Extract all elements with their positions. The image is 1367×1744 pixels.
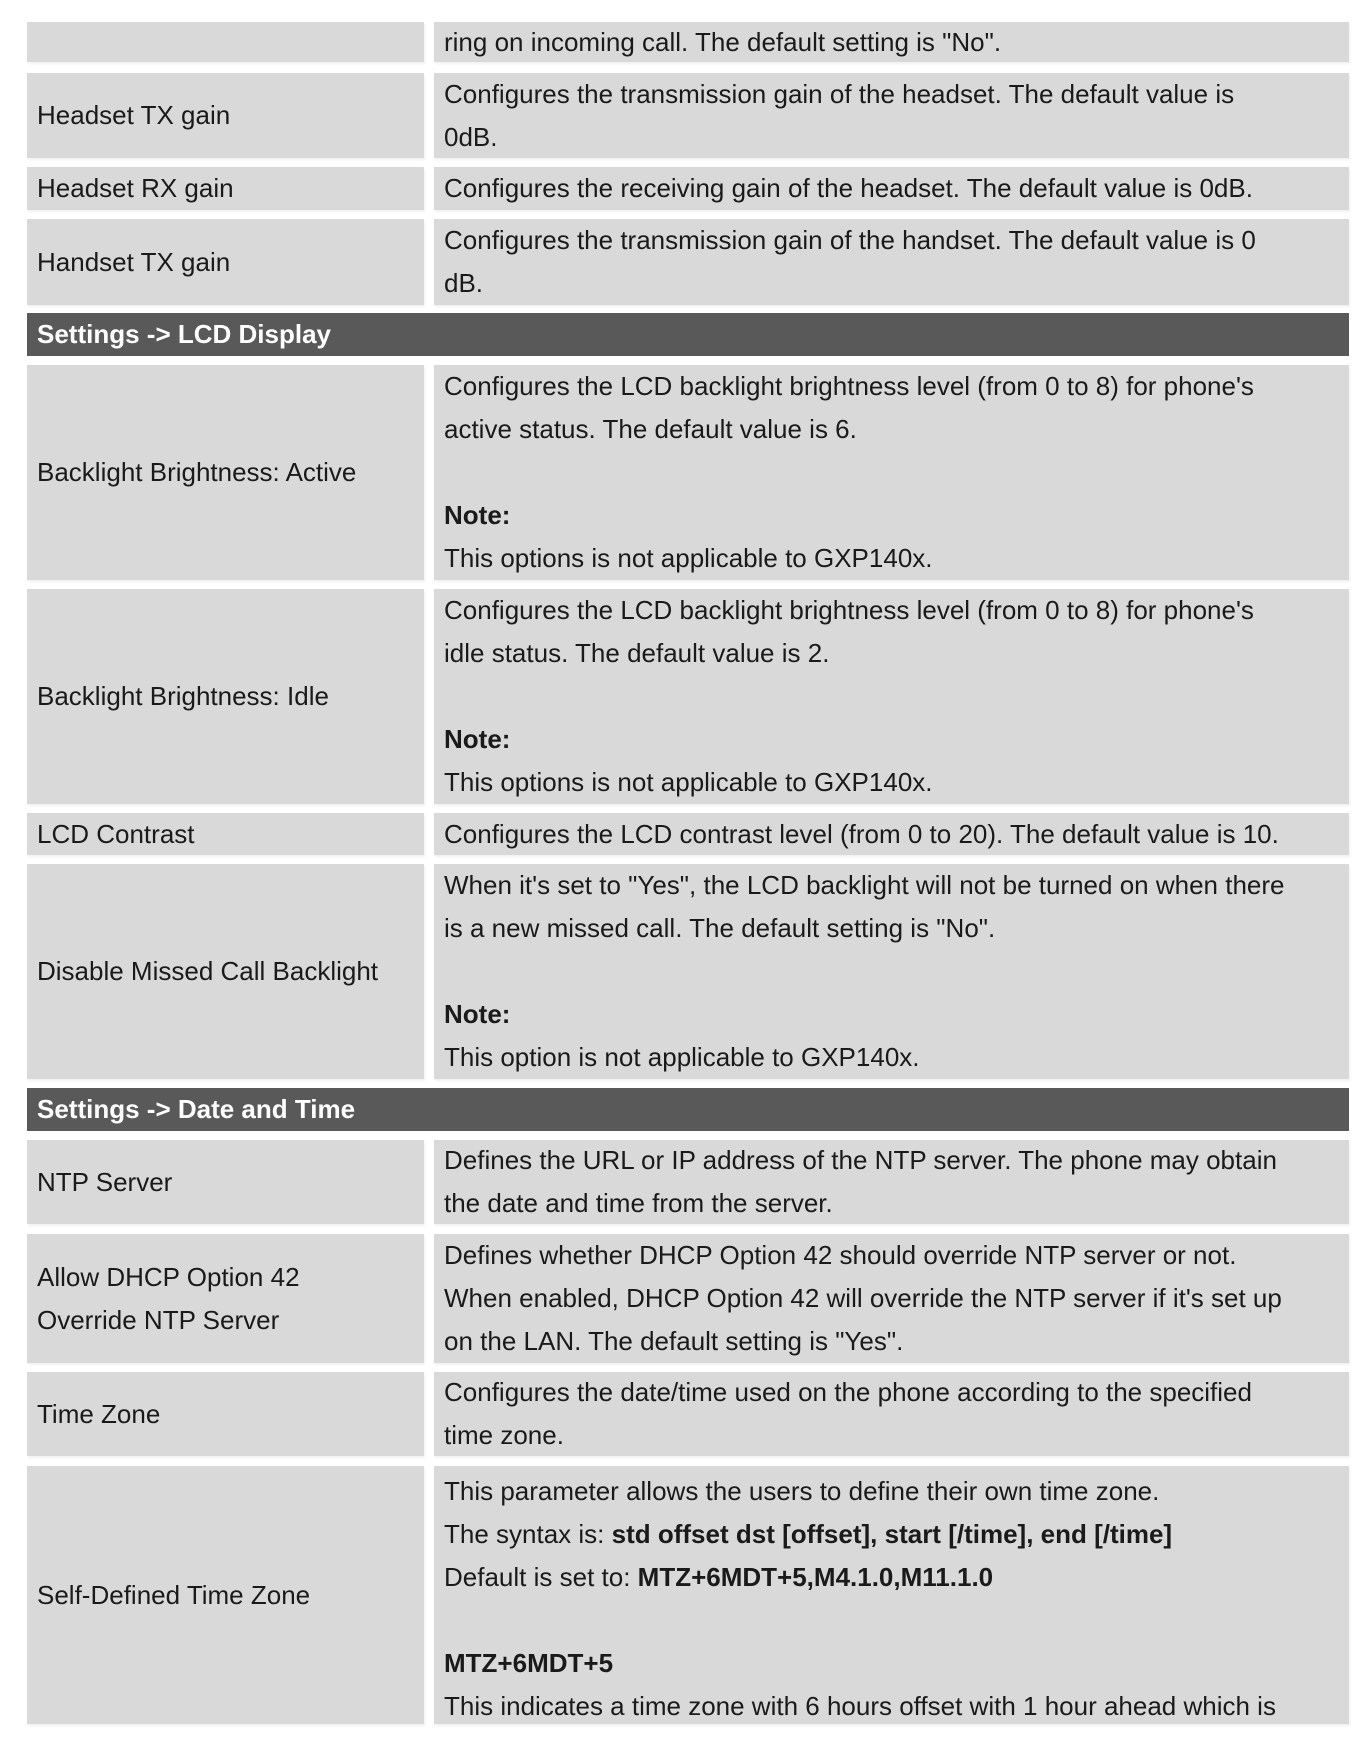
description-line: When it's set to "Yes", the LCD backlight will not be turned on when there bbox=[444, 870, 1285, 900]
note-text: This options is not applicable to GXP140x. bbox=[444, 767, 933, 797]
option-name: Self-Defined Time Zone bbox=[37, 1579, 311, 1610]
description-line: on the LAN. The default setting is "Yes". bbox=[444, 1326, 904, 1356]
option-description-cell bbox=[434, 1140, 1349, 1224]
section-header-date-and-time bbox=[27, 1088, 1349, 1131]
syntax-label: The syntax is: bbox=[444, 1519, 612, 1549]
table-row bbox=[27, 22, 1349, 62]
option-description-cell bbox=[434, 219, 1349, 305]
description-line: is a new missed call. The default setting is "No". bbox=[444, 913, 996, 943]
option-name: Allow DHCP Option 42 bbox=[37, 1261, 300, 1292]
description-line: Configures the date/time used on the phone according to the specified bbox=[444, 1377, 1252, 1407]
default-label: Default is set to: bbox=[444, 1562, 638, 1592]
default-value: MTZ+6MDT+5,M4.1.0,M11.1.0 bbox=[637, 1562, 994, 1592]
option-description-cell bbox=[434, 22, 1349, 62]
description-line: dB. bbox=[444, 268, 484, 298]
description-line: Configures the receiving gain of the headset. The default value is 0dB. bbox=[444, 173, 1253, 203]
default-line bbox=[444, 1556, 1339, 1599]
note-text: This option is not applicable to GXP140x. bbox=[444, 1042, 920, 1072]
option-name: Headset TX gain bbox=[37, 100, 231, 130]
option-description-cell bbox=[434, 167, 1349, 210]
note-label: Note: bbox=[444, 724, 511, 754]
option-name-cell bbox=[27, 219, 424, 305]
example-text: This indicates a time zone with 6 hours offset with 1 hour ahead which is bbox=[444, 1691, 1276, 1721]
option-name-cell bbox=[27, 589, 424, 804]
note-label: Note: bbox=[444, 999, 511, 1029]
option-name-cell bbox=[27, 1372, 424, 1456]
table-row bbox=[27, 1466, 1349, 1724]
description-line: Configures the LCD contrast level (from 0 to 20). The default value is 10. bbox=[444, 818, 1279, 849]
option-name: Time Zone bbox=[37, 1398, 161, 1429]
option-name: Handset TX gain bbox=[37, 246, 231, 277]
option-name: Backlight Brightness: Idle bbox=[37, 681, 329, 711]
description-line: Defines whether DHCP Option 42 should override NTP server or not. bbox=[444, 1240, 1237, 1270]
table-row bbox=[27, 73, 1349, 158]
option-description-cell bbox=[434, 813, 1349, 855]
option-name-cell bbox=[27, 22, 424, 62]
option-description-cell bbox=[434, 1466, 1349, 1724]
description-line: Configures the transmission gain of the handset. The default value is 0 bbox=[444, 225, 1256, 255]
table-row bbox=[27, 167, 1349, 210]
description-line: Configures the LCD backlight brightness level (from 0 to 8) for phone's bbox=[444, 595, 1254, 625]
option-description-cell bbox=[434, 864, 1349, 1079]
option-name-cell bbox=[27, 167, 424, 210]
option-name: Override NTP Server bbox=[37, 1304, 280, 1335]
table-row bbox=[27, 589, 1349, 804]
option-description-cell bbox=[434, 589, 1349, 804]
option-name-cell bbox=[27, 365, 424, 580]
option-name-cell bbox=[27, 1466, 424, 1724]
option-description-cell bbox=[434, 365, 1349, 580]
description-line: active status. The default value is 6. bbox=[444, 414, 857, 444]
syntax-value: std offset dst [offset], start [/time], end [/time] bbox=[611, 1519, 1173, 1549]
description-line: Defines the URL or IP address of the NTP server. The phone may obtain bbox=[444, 1145, 1277, 1175]
option-description-cell bbox=[434, 1234, 1349, 1363]
blank-line bbox=[444, 950, 1339, 993]
option-name-cell bbox=[27, 1140, 424, 1224]
table-row bbox=[27, 1140, 1349, 1224]
table-row bbox=[27, 813, 1349, 855]
example-heading: MTZ+6MDT+5 bbox=[444, 1648, 614, 1678]
syntax-line bbox=[444, 1513, 1339, 1556]
note-label: Note: bbox=[444, 500, 511, 530]
option-name-cell bbox=[27, 864, 424, 1079]
table-row bbox=[27, 365, 1349, 580]
description-line: the date and time from the server. bbox=[444, 1188, 833, 1218]
blank-line bbox=[444, 451, 1339, 494]
table-row bbox=[27, 1372, 1349, 1456]
blank-line bbox=[444, 1599, 1339, 1642]
option-name-cell bbox=[27, 73, 424, 158]
description-line: Configures the LCD backlight brightness level (from 0 to 8) for phone's bbox=[444, 371, 1254, 401]
description-line: Configures the transmission gain of the headset. The default value is bbox=[444, 78, 1235, 109]
option-description-cell bbox=[434, 73, 1349, 158]
option-name: Headset RX gain bbox=[37, 173, 234, 203]
option-name-cell bbox=[27, 1234, 424, 1363]
option-name-cell bbox=[27, 813, 424, 855]
option-name: LCD Contrast bbox=[37, 818, 195, 849]
table-row bbox=[27, 864, 1349, 1079]
description-intro: This parameter allows the users to define their own time zone. bbox=[444, 1476, 1160, 1506]
option-name: Disable Missed Call Backlight bbox=[37, 956, 379, 986]
description-line: idle status. The default value is 2. bbox=[444, 638, 830, 668]
table-row bbox=[27, 219, 1349, 305]
description-line: time zone. bbox=[444, 1420, 564, 1450]
option-name: NTP Server bbox=[37, 1166, 173, 1197]
option-description-cell bbox=[434, 1372, 1349, 1456]
option-name: Backlight Brightness: Active bbox=[37, 457, 357, 487]
description-line: ring on incoming call. The default setting is "No". bbox=[444, 26, 1002, 57]
blank-line bbox=[444, 675, 1339, 718]
section-title: Settings -> LCD Display bbox=[37, 319, 331, 349]
description-line: When enabled, DHCP Option 42 will override the NTP server if it's set up bbox=[444, 1283, 1282, 1313]
note-text: This options is not applicable to GXP140x. bbox=[444, 543, 933, 573]
section-title: Settings -> Date and Time bbox=[37, 1094, 356, 1124]
table-row bbox=[27, 1234, 1349, 1363]
description-line: 0dB. bbox=[444, 121, 498, 152]
section-header-lcd-display bbox=[27, 313, 1349, 356]
